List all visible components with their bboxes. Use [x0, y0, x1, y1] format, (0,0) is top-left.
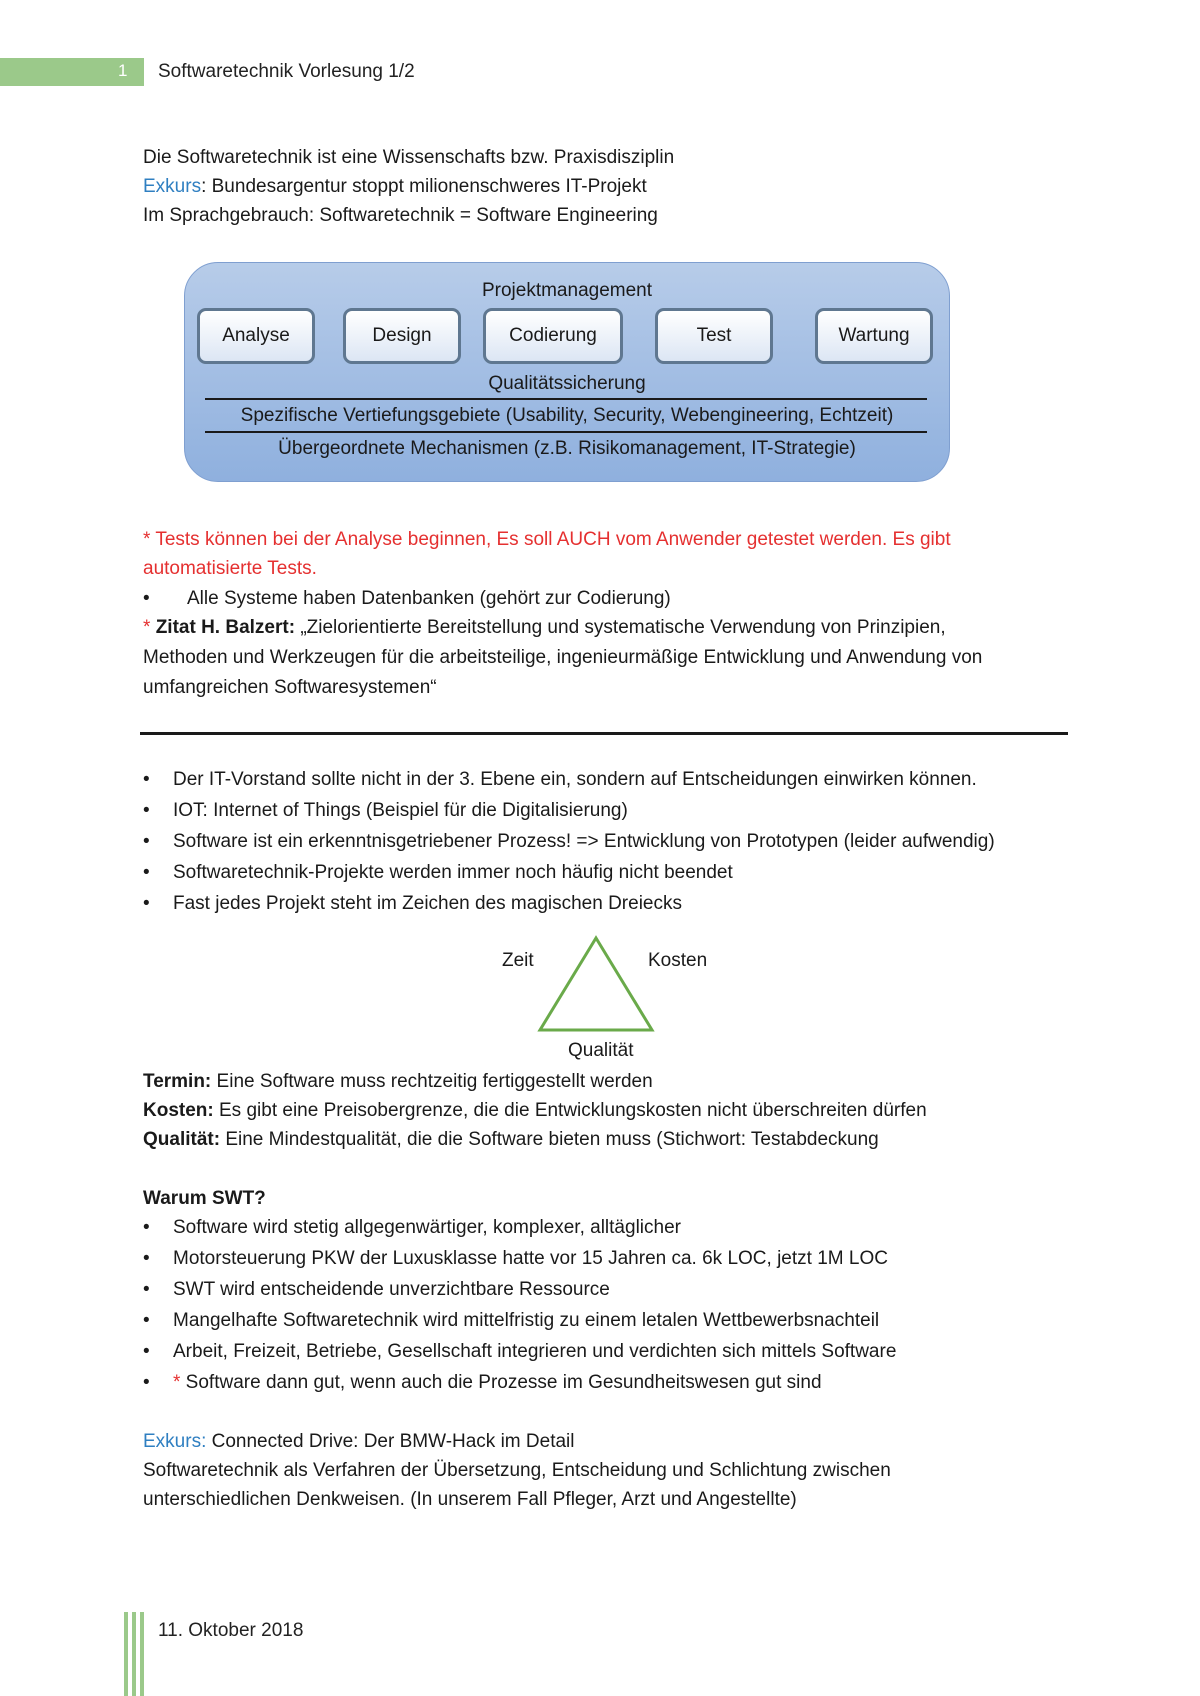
- tests-note-line-2: automatisierte Tests.: [143, 558, 317, 579]
- projektmanagement-label: Projektmanagement: [481, 280, 653, 301]
- phase-analyse: Analyse: [197, 308, 315, 364]
- exkurs2-line-3: unterschiedlichen Denkweisen. (In unserem Fall Pfleger, Arzt und Angestellte): [143, 1489, 797, 1510]
- document-title: Softwaretechnik Vorlesung 1/2: [158, 61, 415, 82]
- list-item-text: Mangelhafte Softwaretechnik wird mittelfristig zu einem letalen Wettbewerbsnachteil: [173, 1310, 880, 1331]
- divider: [205, 431, 927, 433]
- exkurs-text: : Bundesargentur stoppt milionenschweres IT-Projekt: [201, 176, 647, 197]
- list-item-text: Fast jedes Projekt steht im Zeichen des magischen Dreiecks: [173, 893, 682, 914]
- phase-design: Design: [343, 308, 461, 364]
- tests-note-line-1: * Tests können bei der Analyse beginnen, Es soll AUCH vom Anwender getestet werden. Es gibt: [143, 529, 951, 550]
- star-marker: *: [173, 1372, 181, 1393]
- bullet-icon: •: [143, 862, 150, 883]
- mechanismen-label: Übergeordnete Mechanismen (z.B. Risikomanagement, IT-Strategie): [278, 438, 856, 459]
- bullet-icon: •: [143, 1217, 150, 1238]
- definition-term: Termin:: [143, 1071, 212, 1092]
- list-item-text: [173, 1370, 822, 1396]
- process-diagram: [184, 262, 950, 482]
- section-separator: [140, 732, 1068, 735]
- quote-line-1: [143, 615, 946, 641]
- list-item-text: Software ist ein erkenntnisgetriebener Prozess! => Entwicklung von Prototypen (leider aufwendig): [173, 831, 995, 852]
- intro-line-2: [143, 174, 647, 200]
- magic-triangle-icon: [536, 934, 656, 1034]
- exkurs2-line-1: [143, 1429, 575, 1455]
- bullet-icon: •: [143, 800, 150, 821]
- definition-qualitaet: [143, 1127, 879, 1153]
- intro-line-1: Die Softwaretechnik ist eine Wissenschafts bzw. Praxisdisziplin: [143, 147, 675, 168]
- bullet-icon: •: [143, 1341, 150, 1362]
- definition-text: Eine Mindestqualität, die die Software bieten muss (Stichwort: Testabdeckung: [220, 1129, 879, 1150]
- page-number: 1: [118, 61, 128, 80]
- bullet-icon: •: [143, 1248, 150, 1269]
- exkurs-label: Exkurs: [143, 176, 202, 197]
- exkurs2-text: Connected Drive: Der BMW-Hack im Detail: [206, 1431, 575, 1452]
- definition-termin: [143, 1069, 653, 1095]
- bullet-icon: •: [143, 769, 150, 790]
- quote-line-2: Methoden und Werkzeugen für die arbeitsteilige, ingenieurmäßige Entwicklung und Anwendung von: [143, 647, 983, 668]
- warum-heading: [143, 1186, 266, 1212]
- qualitaetssicherung-label: Qualitätssicherung: [488, 373, 646, 394]
- bullet-icon: •: [143, 1279, 150, 1300]
- bullet-icon: •: [143, 893, 150, 914]
- phase-test: Test: [655, 308, 773, 364]
- quote-text: „Zielorientierte Bereitstellung und systematische Verwendung von Prinzipien,: [295, 617, 946, 638]
- phase-codierung: Codierung: [483, 308, 623, 364]
- heading-text: Warum SWT?: [143, 1188, 266, 1209]
- exkurs2-line-2: Softwaretechnik als Verfahren der Übersetzung, Entscheidung und Schlichtung zwischen: [143, 1460, 891, 1481]
- bullet-icon: •: [143, 1372, 150, 1393]
- footer-date: 11. Oktober 2018: [158, 1620, 304, 1641]
- list-item-text: Der IT-Vorstand sollte nicht in der 3. Ebene ein, sondern auf Entscheidungen einwirken können.: [173, 769, 977, 790]
- list-item-text: SWT wird entscheidende unverzichtbare Ressource: [173, 1279, 610, 1300]
- definition-text: Es gibt eine Preisobergrenze, die die Entwicklungskosten nicht überschreiten dürfen: [213, 1100, 927, 1121]
- bullet-icon: •: [143, 831, 150, 852]
- bullet-icon: •: [143, 1310, 150, 1331]
- list-item-text: IOT: Internet of Things (Beispiel für die Digitalisierung): [173, 800, 628, 821]
- definition-term: Qualität:: [143, 1129, 221, 1150]
- list-item-text: Alle Systeme haben Datenbanken (gehört zur Codierung): [187, 588, 671, 609]
- triangle-label-kosten: Kosten: [648, 950, 708, 971]
- quote-line-3: umfangreichen Softwaresystemen“: [143, 677, 437, 698]
- vertiefungsgebiete-label: Spezifische Vertiefungsgebiete (Usability, Security, Webengineering, Echtzeit): [240, 405, 894, 426]
- triangle-label-qualitaet: Qualität: [568, 1040, 634, 1061]
- list-item-text: Motorsteuerung PKW der Luxusklasse hatte vor 15 Jahren ca. 6k LOC, jetzt 1M LOC: [173, 1248, 888, 1269]
- quote-label: Zitat H. Balzert:: [155, 617, 296, 638]
- footer-bars: [124, 1612, 144, 1696]
- triangle-label-zeit: Zeit: [502, 950, 534, 971]
- definition-kosten: [143, 1098, 927, 1124]
- phase-wartung: Wartung: [815, 308, 933, 364]
- intro-line-3: Im Sprachgebrauch: Softwaretechnik = Software Engineering: [143, 205, 658, 226]
- definition-text: Eine Software muss rechtzeitig fertiggestellt werden: [211, 1071, 653, 1092]
- star-marker: *: [143, 617, 151, 638]
- list-item-text: Software wird stetig allgegenwärtiger, komplexer, alltäglicher: [173, 1217, 681, 1238]
- list-item-text: Arbeit, Freizeit, Betriebe, Gesellschaft integrieren und verdichten sich mittels Software: [173, 1341, 897, 1362]
- divider: [205, 398, 927, 400]
- list-item-text-rest: Software dann gut, wenn auch die Prozesse im Gesundheitswesen gut sind: [180, 1372, 822, 1393]
- exkurs2-label: Exkurs:: [143, 1431, 207, 1452]
- list-item-text: Softwaretechnik-Projekte werden immer noch häufig nicht beendet: [173, 862, 733, 883]
- bullet-icon: •: [143, 588, 150, 609]
- definition-term: Kosten:: [143, 1100, 214, 1121]
